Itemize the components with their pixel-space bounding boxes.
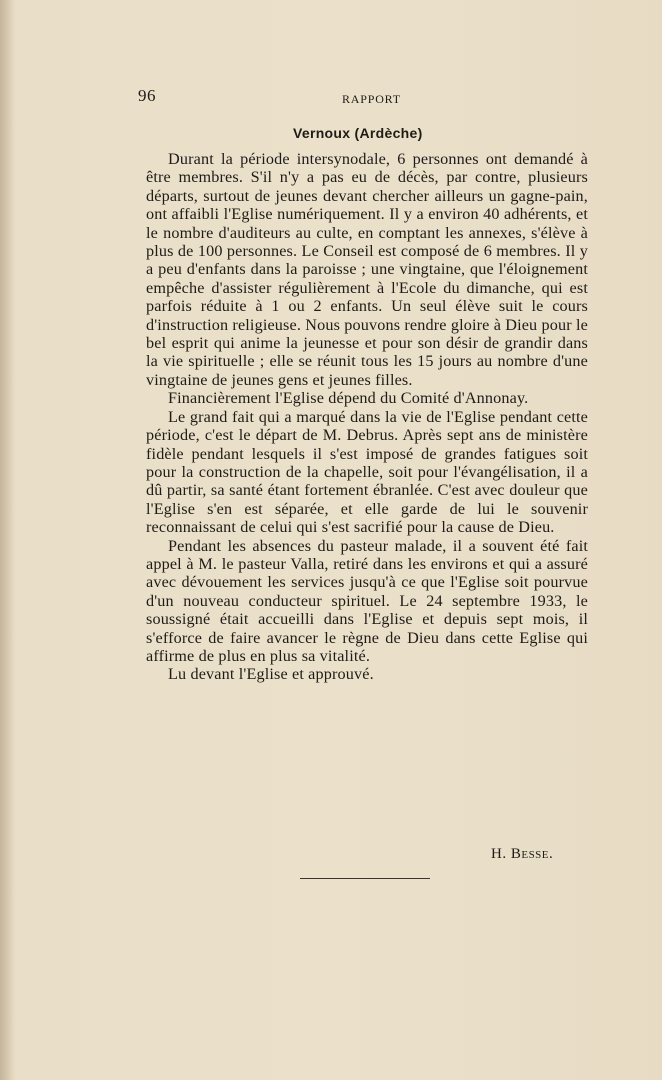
section-title: Vernoux (Ardèche) — [293, 125, 423, 141]
paragraph-pastor-departure: Le grand fait qui a marqué dans la vie de l'Eglise pendant cette période, c'est le départ de M. Debrus. Après sept ans de ministère fidèle pendant lesquels il s'est imposé de grandes fatigues soit pour la construction de la chapelle, soit pour l'évangélisation, il a dû partir, sa santé étant fortement ébranlée. C'est avec douleur que l'Eglise s'en est séparée, et elle garde de lui le souvenir reconnaissant de celui qui s'est sacrifié pour la cause de Dieu. — [146, 407, 588, 537]
paragraph-interim: Pendant les absences du pasteur malade, il a souvent été fait appel à M. le pasteur Valla, retiré dans les environs et qui a assuré avec dévouement les services jusqu'à ce que l'Eglise soit pourvue d'un nouveau conducteur spirituel. Le 24 septembre 1933, le soussigné était accueilli dans l'Eglise et depuis sept mois, il s'efforce de faire avancer le règne de Dieu dans cette Eglise qui affirme de plus en plus sa vitalité. — [146, 536, 588, 665]
closing-rule — [300, 878, 430, 879]
paragraph-membership: Durant la période intersynodale, 6 personnes ont demandé à être membres. S'il n'y a pas eu de décès, par contre, plusieurs départs, surtout de jeunes devant chercher ailleurs un gagne-pain, ont affaibli l'Eglise numériquement. Il y a environ 40 adhérents, et le nombre d'auditeurs au culte, en comptant les annexes, s'élève à plus de 100 personnes. Le Conseil est composé de 6 membres. Il y a peu d'enfants dans la paroisse ; une vingtaine, que l'éloignement empêche d'assister régulièrement à l'Ecole du dimanche, qui est parfois réduite à 1 ou 2 enfants. Un seul élève suit le cours d'instruction religieuse. Nous pouvons rendre gloire à Dieu pour le bel esprit qui anime la jeunesse et pour son désir de grandir dans la vie spirituelle ; elle se réunit tous les 15 jours au nombre d'une vingtaine de jeunes gens et jeunes filles. — [146, 150, 588, 389]
signature-surname: Besse. — [510, 846, 554, 862]
page-edge-shadow — [0, 0, 14, 1080]
paragraph-approval: Lu devant l'Eglise et approuvé. — [168, 665, 374, 684]
paragraph-finances: Financièrement l'Eglise dépend du Comité d'Annonay. — [168, 389, 529, 408]
body-text — [146, 150, 588, 684]
page-number: 96 — [138, 86, 156, 105]
signature — [491, 846, 553, 863]
running-title: RAPPORT — [342, 92, 401, 106]
signature-initial: H. — [491, 846, 507, 862]
